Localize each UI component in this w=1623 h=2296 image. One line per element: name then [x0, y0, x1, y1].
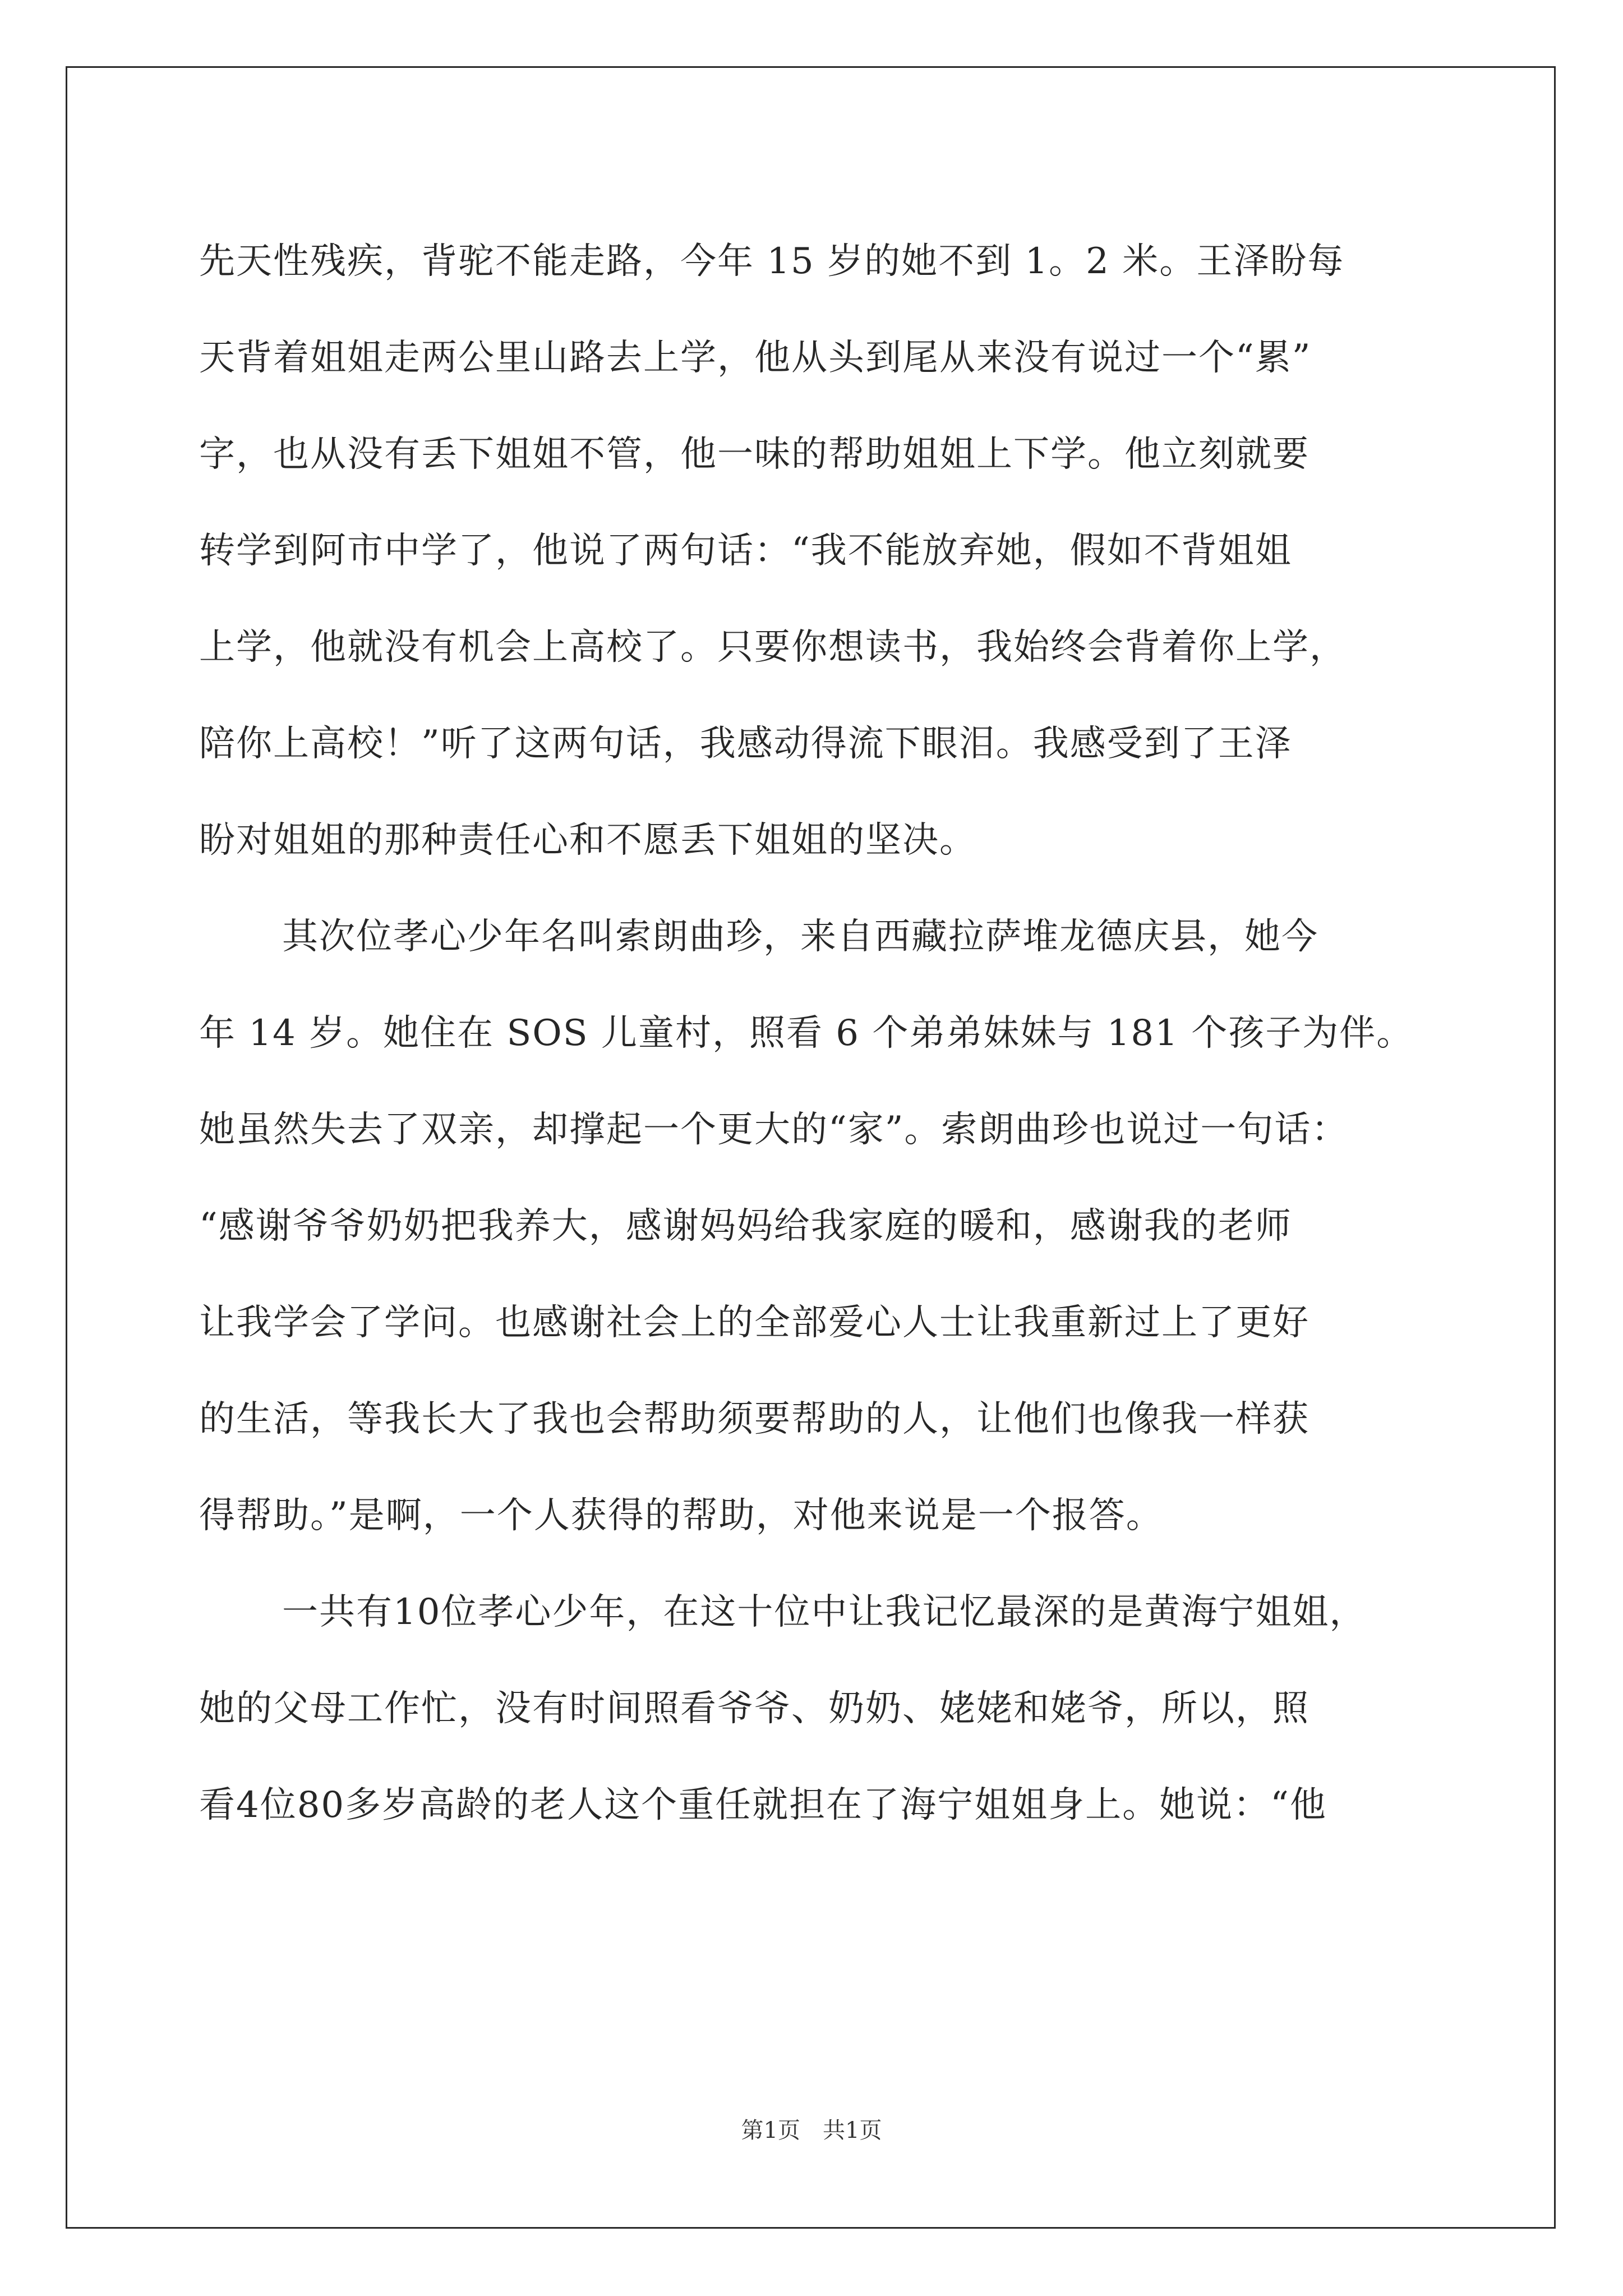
text-line: 看4位80多岁高龄的老人这个重任就担在了海宁姐姐身上。她说：“他 — [199, 1784, 1327, 1826]
page-number-footer: 第1页 共1页 — [741, 2118, 882, 2143]
text-line: 盼对姐姐的那种责任心和不愿丢下姐姐的坚决。 — [199, 820, 976, 861]
document-body — [199, 213, 1433, 1853]
text-line: 年 14 岁。她住在 SOS 儿童村，照看 6 个弟弟妹妹与 181 个孩子为伴。 — [199, 1013, 1414, 1054]
text-line: 陪你上高校！”听了这两句话，我感动得流下眼泪。我感受到了王泽 — [199, 723, 1292, 765]
text-line: 让我学会了学问。也感谢社会上的全部爱心人士让我重新过上了更好 — [199, 1302, 1310, 1343]
text-line: 她的父母工作忙，没有时间照看爷爷、奶奶、姥姥和姥爷，所以，照 — [199, 1688, 1310, 1729]
text-line: 字，也从没有丢下姐姐不管，他一味的帮助姐姐上下学。他立刻就要 — [199, 434, 1310, 475]
text-line: 她虽然失去了双亲，却撑起一个更大的“家”。索朗曲珍也说过一句话： — [199, 1109, 1349, 1151]
text-line: 得帮助。”是啊，一个人获得的帮助，对他来说是一个报答。 — [199, 1495, 1163, 1536]
text-line: 转学到阿市中学了，他说了两句话：“我不能放弃她，假如不背姐姐 — [199, 530, 1292, 572]
text-line: 天背着姐姐走两公里山路去上学，他从头到尾从来没有说过一个“累” — [199, 337, 1312, 379]
text-line: 上学，他就没有机会上高校了。只要你想读书，我始终会背着你上学， — [199, 627, 1347, 668]
text-line: “感谢爷爷奶奶把我养大，感谢妈妈给我家庭的暖和，感谢我的老师 — [199, 1205, 1292, 1247]
paragraph-start-line: 一共有10位孝心少年，在这十位中让我记忆最深的是黄海宁姐姐， — [282, 1591, 1367, 1633]
text-line: 先天性残疾，背驼不能走路，今年 15 岁的她不到 1。2 米。王泽盼每 — [199, 241, 1345, 282]
text-line: 的生活，等我长大了我也会帮助须要帮助的人，让他们也像我一样获 — [199, 1398, 1310, 1440]
paragraph-start-line: 其次位孝心少年名叫索朗曲珍，来自西藏拉萨堆龙德庆县，她今 — [282, 916, 1318, 958]
